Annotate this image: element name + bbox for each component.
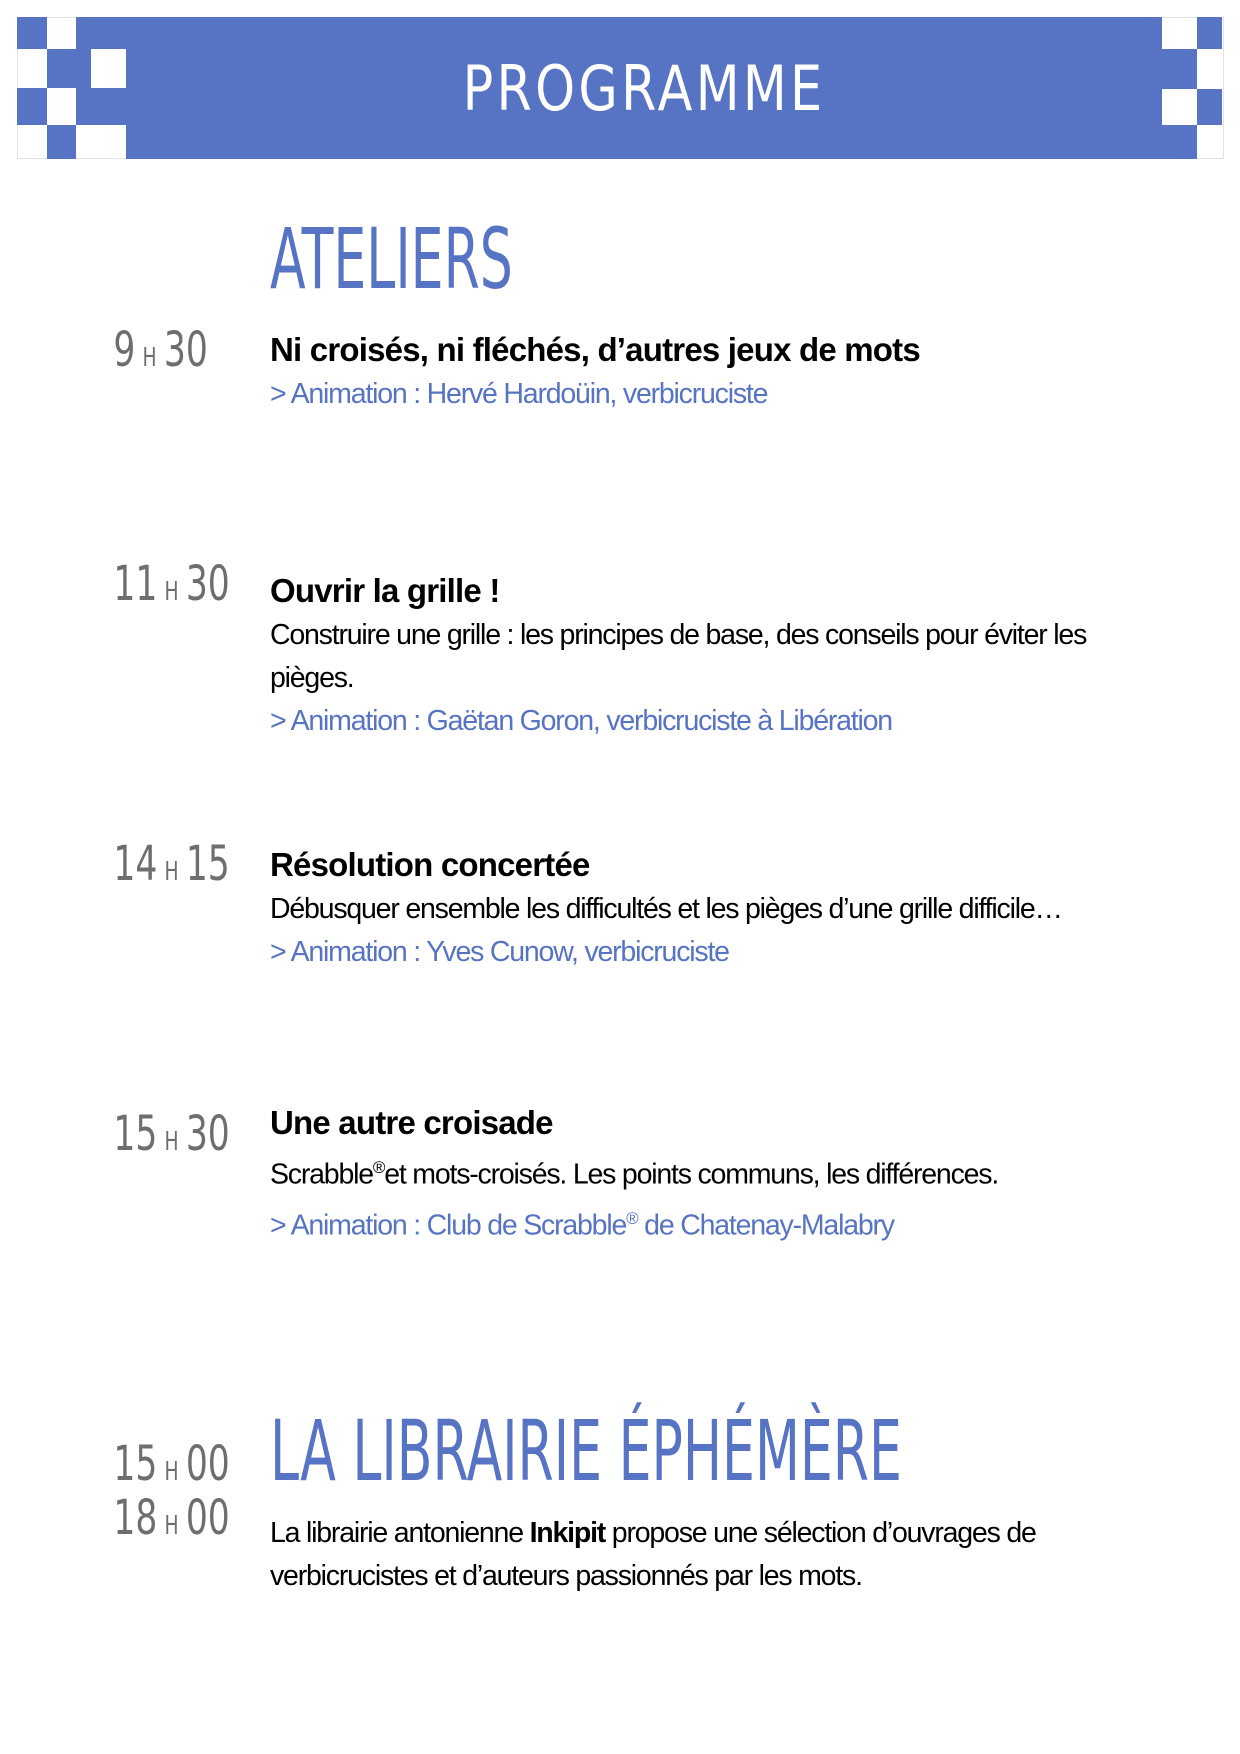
event-animation [270,1197,1130,1248]
time-minutes: 00 [185,1490,230,1546]
checker-square [76,88,126,125]
checker-square [17,88,47,125]
event-title: Ni croisés, ni fléchés, d’autres jeux de mots [270,331,920,368]
event-item [270,842,1130,974]
time-separator: H [164,1457,179,1487]
checker-square [1162,125,1197,159]
event-animation: > Animation : Hervé Hardoüin, verbicruciste [270,378,768,410]
librairie-description [270,1512,1130,1598]
checker-square [47,49,76,88]
checker-square [17,17,47,49]
registered-mark: ® [372,1158,385,1177]
event-description: Débusquer ensemble les difficultés et les pièges d’une grille difficile… [270,893,1062,925]
librairie-time-end [113,1490,230,1546]
time-minutes: 00 [185,1436,230,1492]
time-hour: 18 [113,1490,158,1546]
time-separator: H [164,1511,179,1541]
time-separator: H [164,1127,179,1157]
checker-square [1197,89,1222,125]
event-animation: > Animation : Gaëtan Goron, verbicruciste à Libération [270,705,892,737]
time-hour: 15 [113,1106,158,1162]
time-hour: 15 [113,1436,158,1492]
time-minutes: 30 [185,556,230,612]
event-title: Résolution concertée [270,846,590,883]
checker-square [1162,49,1197,89]
desc-text: et mots-croisés. Les points communs, les différences. [384,1158,999,1191]
time-minutes: 30 [163,322,208,378]
time-minutes: 15 [185,836,230,892]
desc-text: Scrabble [270,1158,373,1191]
time-hour: 9 [113,322,136,378]
anim-text: de Chatenay-Malabry [637,1209,894,1241]
librairie-time-start [113,1436,230,1492]
event-time [113,556,230,612]
section-title-librairie: LA LIBRAIRIE ÉPHÉMÈRE [270,1402,902,1500]
checker-square [76,17,126,49]
event-item [270,568,1130,743]
registered-mark: ® [626,1208,638,1228]
checker-square [1197,17,1222,49]
time-separator: H [142,343,157,373]
librairie-text [270,1512,1130,1598]
desc-text: La librairie antonienne [270,1517,530,1549]
anim-text: > Animation : Club de Scrabble [270,1209,627,1241]
event-time [113,322,208,378]
event-item [270,327,1130,416]
time-separator: H [164,857,179,887]
time-minutes: 30 [185,1106,230,1162]
event-description: Construire une grille : les principes de base, des conseils pour éviter les pièges. [270,619,1087,694]
time-hour: 11 [113,556,158,612]
event-time [113,1106,230,1162]
event-title: Une autre croisade [270,1104,553,1141]
section-title-ateliers: ATELIERS [270,210,513,308]
event-animation: > Animation : Yves Cunow, verbicruciste [270,936,729,968]
event-description [270,1146,1130,1197]
desc-text: propose une sélection d’ouvrages de verbicrucistes et d’auteurs passionnés par les mots. [270,1517,1036,1592]
bookshop-name: Inkipit [529,1517,606,1549]
event-title: Ouvrir la grille ! [270,572,500,609]
time-hour: 14 [113,836,158,892]
checker-square [47,125,76,159]
page-title: PROGRAMME [462,51,826,125]
time-separator: H [164,577,179,607]
header-banner [17,17,1224,159]
checker-square [76,49,91,88]
event-item [270,1100,1130,1247]
event-time [113,836,230,892]
